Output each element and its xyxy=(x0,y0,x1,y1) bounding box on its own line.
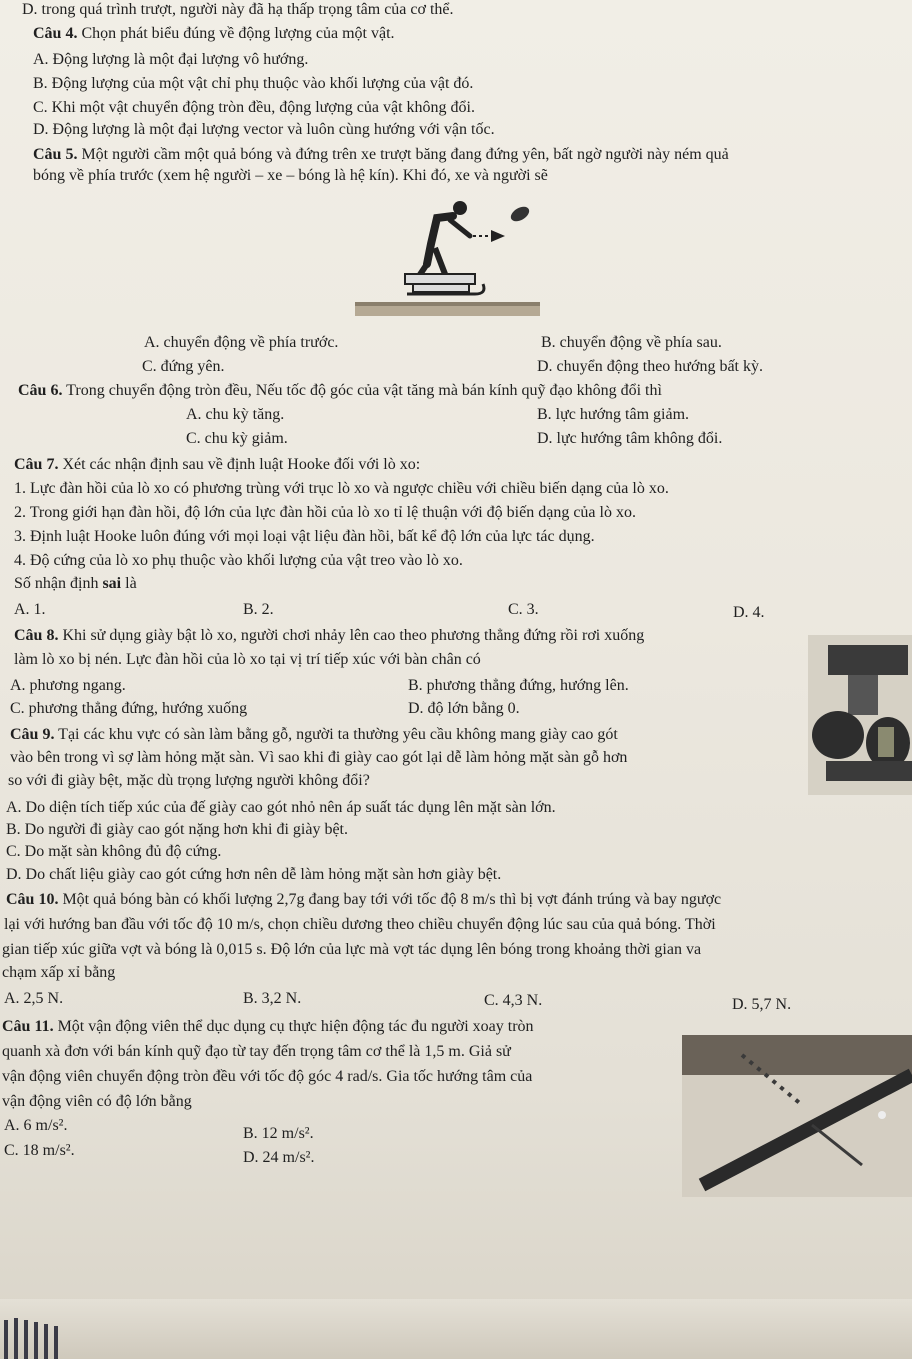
q8-option-c: C. phương thẳng đứng, hướng xuống xyxy=(10,700,248,717)
q7-option-b: B. 2. xyxy=(243,601,274,618)
question-label: Câu 11. xyxy=(2,1018,54,1035)
question-text: Khi sử dụng giày bật lò xo, người chơi nhảy lên cao theo phương thẳng đứng rồi rơi xuống xyxy=(58,627,645,644)
q9-option-a: A. Do diện tích tiếp xúc của đế giày cao gót nhỏ nên áp suất tác dụng lên mặt sàn lớn. xyxy=(6,799,556,816)
question-5 xyxy=(33,145,729,165)
prompt-text-end: là xyxy=(121,575,137,592)
q7-option-c: C. 3. xyxy=(508,601,539,618)
q4-option-c: C. Khi một vật chuyển động tròn đều, động lượng của vật không đổi. xyxy=(33,99,475,116)
q6-option-c: C. chu kỳ giảm. xyxy=(186,430,288,447)
q8-option-d: D. độ lớn bằng 0. xyxy=(408,700,520,717)
question-7 xyxy=(14,455,420,475)
q4-option-b: B. Động lượng của một vật chỉ phụ thuộc vào khối lượng của vật đó. xyxy=(33,75,474,92)
question-label: Câu 5. xyxy=(33,146,78,163)
question-9 xyxy=(10,725,618,745)
q9-option-d: D. Do chất liệu giày cao gót cứng hơn nên dễ làm hỏng mặt sàn hơn giày bệt. xyxy=(6,866,502,883)
prompt-text: Số nhận định xyxy=(14,575,103,592)
q10-option-b: B. 3,2 N. xyxy=(243,990,302,1007)
q7-prompt xyxy=(14,574,137,594)
q7-statement-3: 3. Định luật Hooke luôn đúng với mọi loại vật liệu đàn hồi, bất kể độ lớn của lực tác dụng. xyxy=(14,528,595,545)
question-4 xyxy=(33,24,395,44)
question-text: Tại các khu vực có sàn làm bằng gỗ, người ta thường yêu cầu không mang giày cao gót xyxy=(54,726,618,743)
q10-option-a: A. 2,5 N. xyxy=(4,990,64,1007)
question-11 xyxy=(2,1017,534,1037)
paper-bottom-edge xyxy=(0,1299,912,1359)
q8-option-a: A. phương ngang. xyxy=(10,677,126,694)
question-9-cont: vào bên trong vì sợ làm hỏng mặt sàn. Vì sao khi đi giày cao gót lại dễ làm hỏng mặt sàn gỗ hơn xyxy=(10,749,628,766)
sled-figure xyxy=(355,198,540,323)
q6-option-b: B. lực hướng tâm giảm. xyxy=(537,406,690,423)
question-10-cont2: gian tiếp xúc giữa vợt và bóng là 0,015 s. Độ lớn của lực mà vợt tác dụng lên bóng trong khoảng thời gian va xyxy=(2,941,702,958)
q5-option-b: B. chuyển động về phía sau. xyxy=(541,334,722,351)
question-text: Một người cầm một quả bóng và đứng trên xe trượt băng đang đứng yên, bất ngờ người này ném quả xyxy=(77,146,729,163)
q7-statement-4: 4. Độ cứng của lò xo phụ thuộc vào khối lượng của vật treo vào lò xo. xyxy=(14,552,463,569)
q7-statement-1: 1. Lực đàn hồi của lò xo có phương trùng với trục lò xo và ngược chiều với chiều biến dạng của lò xo. xyxy=(14,480,669,497)
question-11-cont2: vận động viên chuyển động tròn đều với tốc độ góc 4 rad/s. Gia tốc hướng tâm của xyxy=(2,1068,533,1085)
question-label: Câu 9. xyxy=(10,726,55,743)
question-5-cont: bóng về phía trước (xem hệ người – xe – bóng là hệ kín). Khi đó, xe và người sẽ xyxy=(33,167,548,184)
question-8 xyxy=(14,626,644,646)
q6-option-a: A. chu kỳ tăng. xyxy=(186,406,285,423)
question-text: Xét các nhận định sau về định luật Hooke đối với lò xo: xyxy=(58,456,421,473)
q4-option-a: A. Động lượng là một đại lượng vô hướng. xyxy=(33,51,309,68)
question-label: Câu 8. xyxy=(14,627,59,644)
question-label: Câu 6. xyxy=(18,382,63,399)
q11-option-c: C. 18 m/s². xyxy=(4,1142,75,1159)
pogo-shoe-photo xyxy=(808,635,912,795)
question-11-cont3: vận động viên có độ lớn bằng xyxy=(2,1093,192,1110)
question-text: Trong chuyển động tròn đều, Nếu tốc độ góc của vật tăng mà bán kính quỹ đạo không đổi thì xyxy=(62,382,662,399)
q5-option-d: D. chuyển động theo hướng bất kỳ. xyxy=(537,358,763,375)
q7-option-d: D. 4. xyxy=(733,604,765,621)
question-text: Một quả bóng bàn có khối lượng 2,7g đang bay tới với tốc độ 8 m/s thì bị vợt đánh trúng và bay ngược xyxy=(58,891,722,908)
question-label: Câu 10. xyxy=(6,891,59,908)
q9-option-b: B. Do người đi giày cao gót nặng hơn khi đi giày bệt. xyxy=(6,821,348,838)
question-label: Câu 4. xyxy=(33,25,78,42)
high-bar-photo xyxy=(682,1035,912,1197)
high-bar-image xyxy=(682,1035,912,1197)
question-9-cont2: so với đi giày bệt, mặc dù trọng lượng người không đổi? xyxy=(8,772,370,789)
q4-option-d: D. Động lượng là một đại lượng vector và luôn cùng hướng với vận tốc. xyxy=(33,121,495,138)
q5-option-a: A. chuyển động về phía trước. xyxy=(144,334,339,351)
q10-option-d: D. 5,7 N. xyxy=(732,996,792,1013)
q8-option-b: B. phương thẳng đứng, hướng lên. xyxy=(408,677,629,694)
question-10-cont3: chạm xấp xỉ bằng xyxy=(2,964,116,981)
torn-edge-marks xyxy=(0,1310,120,1359)
question-11-cont: quanh xà đơn với bán kính quỹ đạo từ tay đến trọng tâm cơ thể là 1,5 m. Giả sử xyxy=(2,1043,511,1060)
question-10-cont: lại với hướng ban đầu với tốc độ 10 m/s, chọn chiều dương theo chiều chuyển động lúc sau của quả bóng. Thời xyxy=(4,916,716,933)
question-label: Câu 7. xyxy=(14,456,59,473)
q6-option-d: D. lực hướng tâm không đổi. xyxy=(537,430,723,447)
question-10 xyxy=(6,890,721,910)
q9-option-c: C. Do mặt sàn không đủ độ cứng. xyxy=(6,843,222,860)
q11-option-d: D. 24 m/s². xyxy=(243,1149,315,1166)
prompt-emphasis: sai xyxy=(102,575,122,592)
q11-option-a: A. 6 m/s². xyxy=(4,1117,68,1134)
q11-option-b: B. 12 m/s². xyxy=(243,1125,314,1142)
question-text: Chọn phát biểu đúng về động lượng của một vật. xyxy=(77,25,395,42)
question-6 xyxy=(18,381,662,401)
q3-option-d: D. trong quá trình trượt, người này đã hạ thấp trọng tâm của cơ thể. xyxy=(22,1,454,18)
question-8-cont: làm lò xo bị nén. Lực đàn hồi của lò xo tại vị trí tiếp xúc với bàn chân có xyxy=(14,651,481,668)
q7-statement-2: 2. Trong giới hạn đàn hồi, độ lớn của lực đàn hồi của lò xo tỉ lệ thuận với độ biến dạng của lò xo. xyxy=(14,504,636,521)
q10-option-c: C. 4,3 N. xyxy=(484,992,543,1009)
q7-option-a: A. 1. xyxy=(14,601,46,618)
q5-option-c: C. đứng yên. xyxy=(142,358,225,375)
pogo-shoe-image xyxy=(808,635,912,795)
question-text: Một vận động viên thể dục dụng cụ thực hiện động tác đu người xoay tròn xyxy=(53,1018,534,1035)
